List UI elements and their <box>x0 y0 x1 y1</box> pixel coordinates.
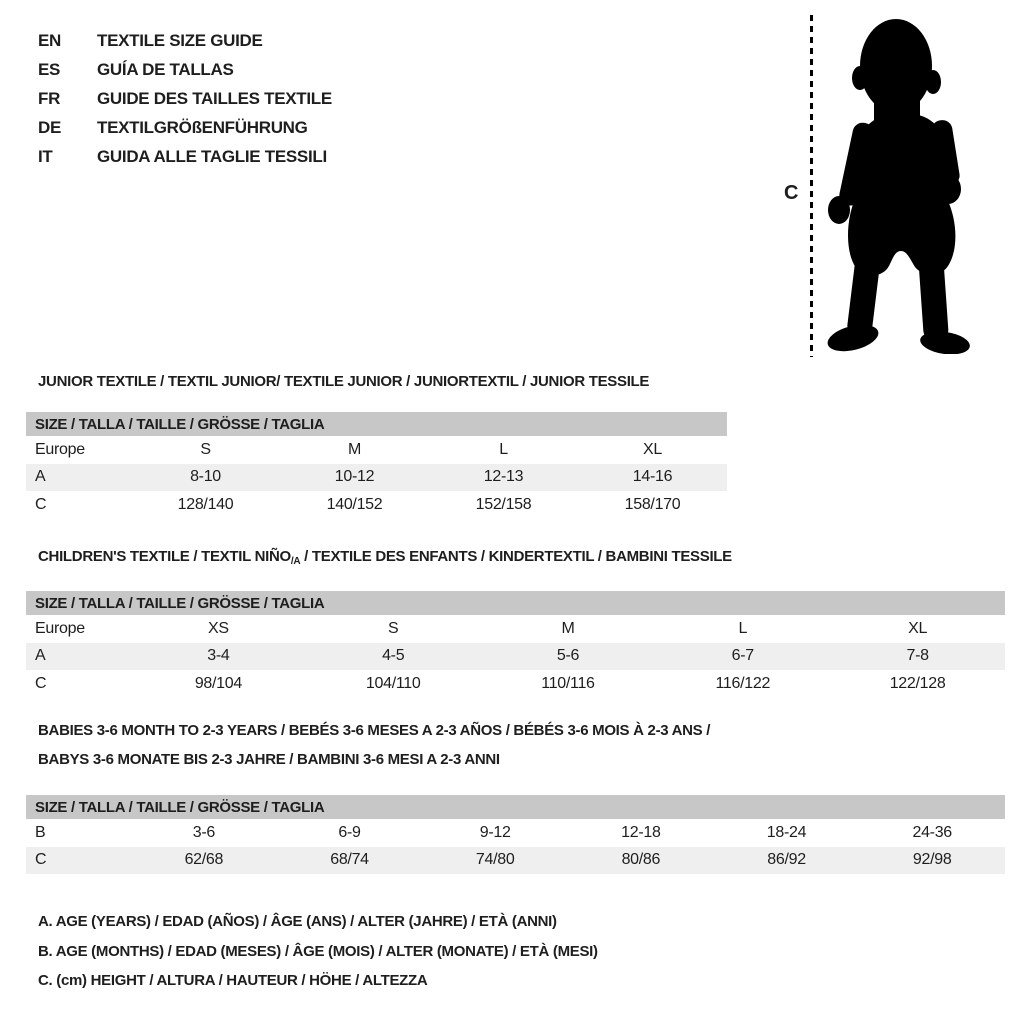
language-title: TEXTILE SIZE GUIDE <box>97 30 263 50</box>
row-cell: 12-13 <box>483 468 524 486</box>
footnote-line: B. AGE (MONTHS) / EDAD (MESES) / ÂGE (MOIS) / ALTER (MONATE) / ETÀ (MESI) <box>38 942 598 960</box>
row-label: C <box>35 674 47 692</box>
section-title-text: JUNIOR TEXTILE / TEXTIL JUNIOR/ TEXTILE JUNIOR / JUNIORTEXTIL / JUNIOR TESSILE <box>38 373 650 390</box>
size-table-children <box>26 591 1005 698</box>
language-code: ES <box>38 59 61 79</box>
section-title-line <box>38 745 710 774</box>
language-title: GUIDE DES TAILLES TEXTILE <box>97 88 332 108</box>
row-cell: 24-36 <box>912 823 952 841</box>
table-header-bar: SIZE / TALLA / TAILLE / GRÖSSE / TAGLIA <box>26 591 1005 615</box>
section-title-line <box>38 367 649 396</box>
row-label: C <box>35 851 47 869</box>
row-cell: 6-7 <box>731 647 754 665</box>
section-title-text: BABIES 3-6 MONTH TO 2-3 YEARS / BEBÉS 3-6 MESES A 2-3 AÑOS / BÉBÉS 3-6 MOIS À 2-3 ANS / <box>38 722 711 739</box>
row-cell: 8-10 <box>190 468 221 486</box>
row-cell: 104/110 <box>365 674 421 692</box>
section-title-children <box>38 542 732 576</box>
language-row <box>38 84 332 113</box>
section-title-text: / TEXTILE DES ENFANTS / KINDERTEXTIL / BAMBINI TESSILE <box>300 548 732 565</box>
row-cell: 3-6 <box>192 823 215 841</box>
row-cell: 68/74 <box>330 851 369 869</box>
row-cell: 9-12 <box>479 823 511 841</box>
row-cell: XL <box>908 619 928 637</box>
height-figure <box>770 8 1008 360</box>
row-label: B <box>35 823 46 841</box>
table-row <box>26 643 1005 671</box>
row-cell: L <box>738 619 748 637</box>
table-row <box>26 670 1005 698</box>
row-cell: XS <box>208 619 229 637</box>
row-label: A <box>35 647 46 665</box>
language-code: DE <box>38 117 62 137</box>
row-label: Europe <box>35 440 85 458</box>
row-cell: L <box>499 440 508 458</box>
section-title-text: /A <box>290 556 301 567</box>
row-cell: M <box>561 619 575 637</box>
row-label: C <box>35 495 47 513</box>
row-cell: 5-6 <box>556 647 580 665</box>
language-row <box>38 142 332 171</box>
height-dashed-line <box>810 15 813 357</box>
height-measure-label: C <box>784 182 799 204</box>
row-cell: 3-4 <box>207 647 230 665</box>
row-cell: 18-24 <box>766 823 807 841</box>
row-cell: 122/128 <box>889 674 946 692</box>
size-table-babies <box>26 795 1005 874</box>
table-header-bar: SIZE / TALLA / TAILLE / GRÖSSE / TAGLIA <box>26 412 727 436</box>
row-cell: 80/86 <box>621 851 661 869</box>
row-cell: 74/80 <box>475 851 515 869</box>
footnote-line: C. (cm) HEIGHT / ALTURA / HAUTEUR / HÖHE / ALTEZZA <box>38 972 428 989</box>
row-cell: 92/98 <box>912 851 952 869</box>
row-cell: XL <box>643 440 662 458</box>
language-row <box>38 113 332 142</box>
section-title-line <box>38 716 710 745</box>
row-cell: 86/92 <box>767 851 806 869</box>
row-cell: 152/158 <box>475 495 532 513</box>
row-cell: 12-18 <box>621 823 661 841</box>
language-title-list <box>38 26 332 171</box>
table-row <box>26 491 727 519</box>
language-title: TEXTILGRÖßENFÜHRUNG <box>97 117 308 137</box>
row-cell: 158/170 <box>624 495 681 513</box>
table-row <box>26 436 727 464</box>
language-row <box>38 26 332 55</box>
row-cell: 14-16 <box>632 468 673 486</box>
row-cell: M <box>347 440 362 458</box>
language-code: FR <box>38 88 61 108</box>
row-cell: 7-8 <box>906 647 929 665</box>
row-cell: 6-9 <box>338 823 361 841</box>
row-label: A <box>35 468 46 486</box>
table-header-bar: SIZE / TALLA / TAILLE / GRÖSSE / TAGLIA <box>26 795 1005 819</box>
row-cell: 140/152 <box>326 495 383 513</box>
toddler-silhouette-image <box>824 16 978 354</box>
footnote-line: A. AGE (YEARS) / EDAD (AÑOS) / ÂGE (ANS) / ALTER (JAHRE) / ETÀ (ANNI) <box>38 913 557 930</box>
table-row <box>26 819 1005 847</box>
section-title-babies <box>38 716 710 774</box>
language-code: IT <box>38 146 53 166</box>
row-cell: 98/104 <box>194 674 242 692</box>
table-row <box>26 615 1005 643</box>
row-cell: 62/68 <box>184 851 224 869</box>
section-title-text: BABYS 3-6 MONATE BIS 2-3 JAHRE / BAMBINI 3-6 MESI A 2-3 ANNI <box>38 751 500 768</box>
language-title: GUÍA DE TALLAS <box>97 59 234 79</box>
row-cell: 4-5 <box>382 647 405 665</box>
row-cell: 116/122 <box>715 674 771 692</box>
table-row <box>26 847 1005 875</box>
row-cell: 10-12 <box>334 468 375 486</box>
size-table-junior <box>26 412 727 519</box>
language-title: GUIDA ALLE TAGLIE TESSILI <box>97 146 327 166</box>
section-title-junior <box>38 367 649 396</box>
table-row <box>26 464 727 492</box>
row-label: Europe <box>35 619 85 637</box>
footnotes <box>38 907 598 996</box>
row-cell: 110/116 <box>541 674 595 692</box>
language-code: EN <box>38 30 62 50</box>
section-title-line <box>38 542 732 576</box>
row-cell: 128/140 <box>177 495 234 513</box>
section-title-text: CHILDREN'S TEXTILE / TEXTIL NIÑO <box>38 548 291 565</box>
row-cell: S <box>388 619 399 637</box>
row-cell: S <box>200 440 211 458</box>
language-row <box>38 55 332 84</box>
